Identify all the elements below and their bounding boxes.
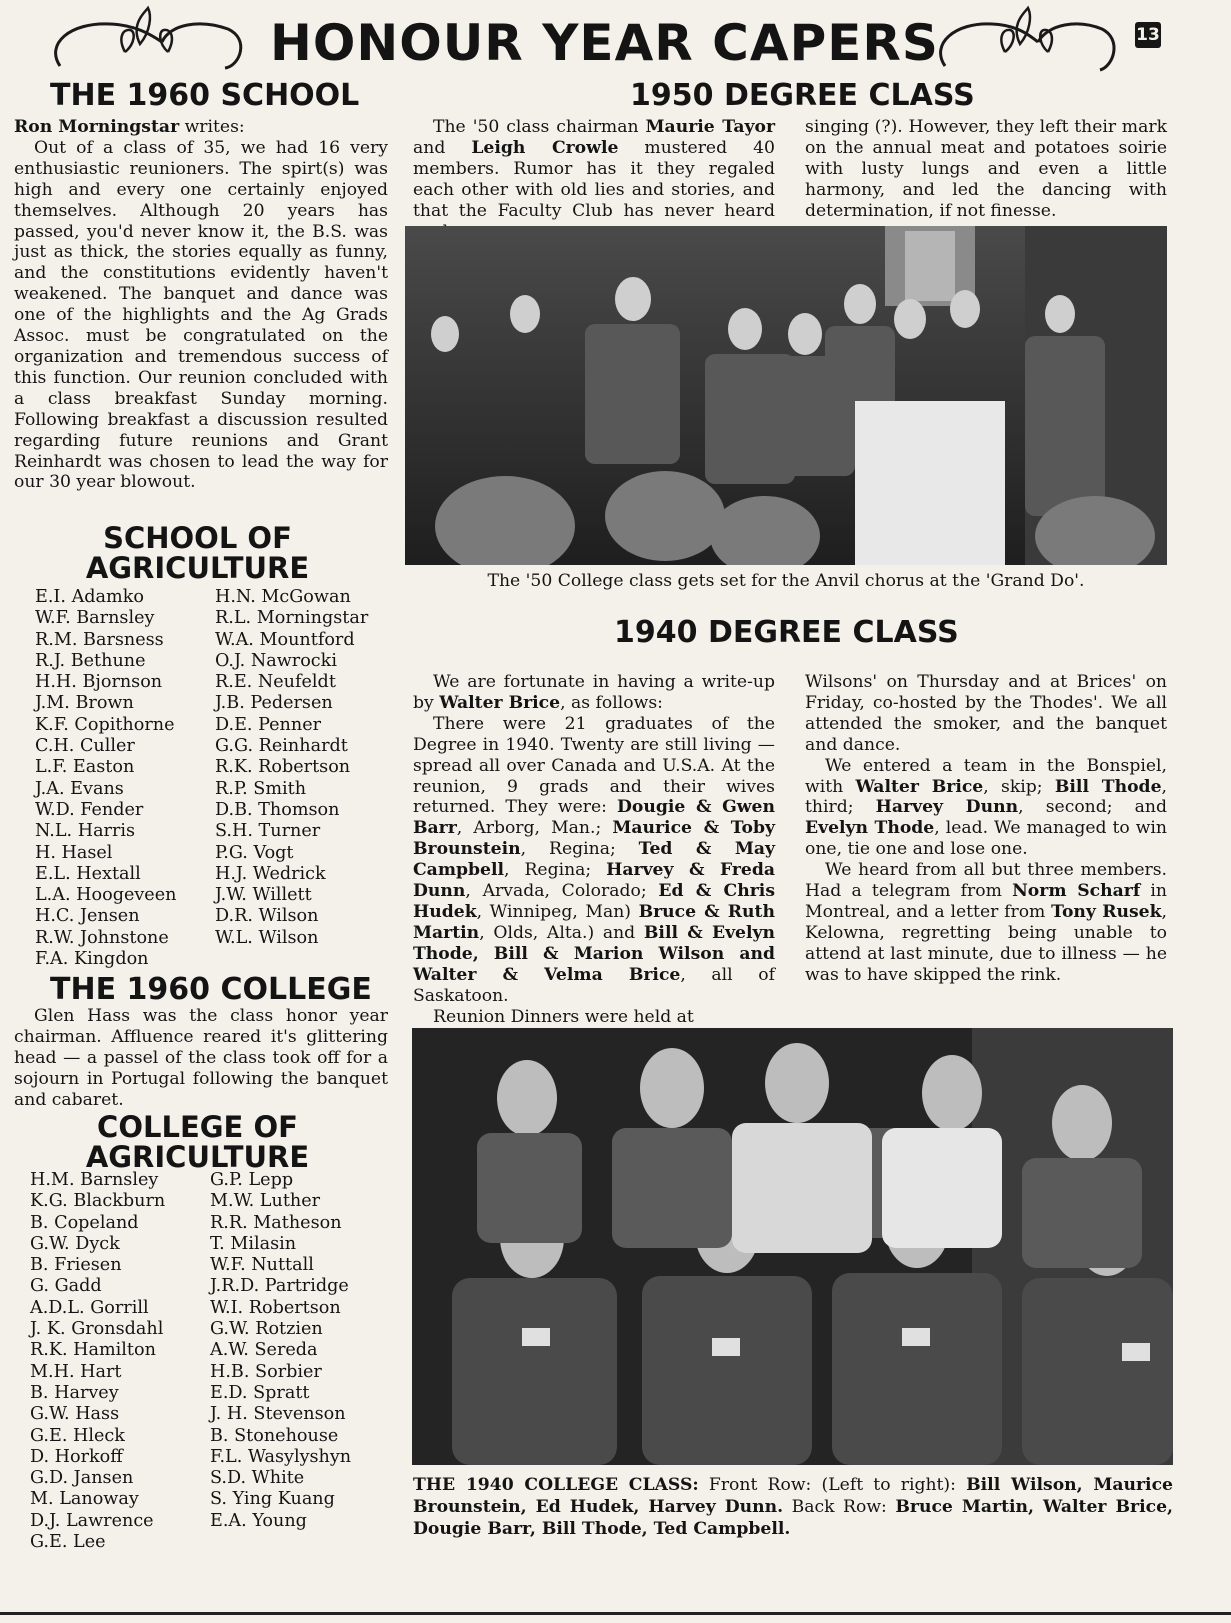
caption-bold: THE 1940 COLLEGE CLASS:: [413, 1475, 699, 1495]
article-body: Wilsons' on Thursday and at Brices' on Friday, co-hosted by the Thodes'. We all attended the smoker, and the banquet and dance.: [805, 672, 1167, 755]
name-list-item: G.W. Hass: [30, 1404, 120, 1425]
photo-caption-1940: [413, 1474, 1173, 1540]
text: The '50 class chairman: [433, 117, 646, 137]
name-list-item: D.J. Lawrence: [30, 1510, 154, 1531]
school-names-col2: [215, 587, 368, 949]
name-list-item: H.C. Jensen: [35, 906, 140, 927]
name-list-item: G.E. Hleck: [30, 1425, 125, 1446]
section-heading-1950-degree: 1950 DEGREE CLASS: [630, 78, 975, 113]
name-bold: Ed & Chris Hudek: [413, 881, 775, 922]
name-list-item: W.L. Wilson: [215, 927, 319, 948]
text: Front Row: (Left to right):: [698, 1475, 967, 1495]
name-list-item: B. Stonehouse: [210, 1425, 339, 1446]
section-heading-1960-school: THE 1960 SCHOOL: [50, 78, 360, 113]
name-list-item: S.D. White: [210, 1468, 305, 1489]
name-list-item: H.M. Barnsley: [30, 1170, 159, 1190]
school-of-agriculture-heading: [70, 523, 325, 583]
page-title: HONOUR YEAR CAPERS: [270, 14, 939, 72]
name-list-item: W.D. Fender: [35, 799, 144, 820]
name-list-item: R.E. Neufeldt: [215, 672, 336, 693]
text: We heard from all but three members. Had a telegram from: [805, 860, 1167, 902]
article-body: Out of a class of 35, we had 16 very enthusiastic reunioners. The spirt(s) was high and every one certainly enjoyed themselves. Although 20 years has passed, you'd never know it, the B.S. was just as thick, the stories equally as funny, and the constitutions evidently haven't weakened. The banquet and dance was one of the highlights and the Ag Grads Assoc. must be congratulated on the organization and tremendous success of this function. Our reunion concluded with a class breakfast Sunday morning. Following breakfast a discussion resulted regarding future reunions and Grant Reinhardt was chosen to lead the way for our 30 year blowout.: [14, 137, 388, 493]
college-names-col1: [30, 1170, 165, 1553]
name-list-item: J.M. Brown: [35, 693, 134, 714]
name-list-item: R.K. Hamilton: [30, 1340, 156, 1361]
bottom-rule: [0, 1612, 1231, 1615]
name-bold: Maurie Tayor: [645, 117, 776, 137]
name-list-item: G.P. Lepp: [210, 1170, 294, 1190]
name-list-item: S. Ying Kuang: [210, 1489, 335, 1510]
name-list-item: E.L. Hextall: [35, 863, 141, 884]
name-list-item: C.H. Culler: [35, 736, 135, 757]
name-list-item: G.E. Lee: [30, 1532, 106, 1553]
name-list-item: J.B. Pedersen: [215, 693, 333, 714]
name-list-item: T. Milasin: [210, 1233, 297, 1254]
school-names-col1: [35, 587, 176, 970]
name-list-item: A.W. Sereda: [210, 1340, 318, 1361]
name-list-item: H.H. Bjornson: [35, 672, 163, 693]
author-name: Ron Morningstar: [14, 117, 180, 137]
name-bold: Leigh Crowle: [471, 137, 619, 158]
text: , Kelowna, regretting being unable to attend at last minute, due to illness — he was to have skipped the rink.: [805, 901, 1167, 985]
article-1940-col1: [413, 672, 775, 1027]
name-list-item: D. Horkoff: [30, 1446, 123, 1467]
name-list-item: W.I. Robertson: [210, 1297, 341, 1318]
name-list-item: G.W. Rotzien: [210, 1319, 323, 1340]
text: in Montreal, and a letter from: [805, 881, 1168, 922]
name-bold: Ted & May Campbell: [413, 839, 776, 881]
name-list-item: W.F. Barnsley: [35, 608, 155, 629]
text: , second; and: [1018, 797, 1168, 818]
name-bold: Norm Scharf: [1012, 881, 1141, 902]
name-bold: Harvey Dunn: [875, 797, 1019, 818]
name-list-item: O.J. Nawrocki: [215, 650, 337, 671]
name-bold: Maurice & Toby Brounstein: [413, 818, 776, 860]
name-list-item: J.W. Willett: [215, 885, 312, 906]
text: , skip;: [983, 776, 1055, 797]
name-list-item: E.I. Adamko: [35, 587, 144, 607]
name-list-item: H.B. Sorbier: [210, 1361, 322, 1382]
name-list-item: P.G. Vogt: [215, 842, 294, 863]
article-1940-col2: [805, 672, 1167, 986]
name-bold: Bill Thode: [1054, 776, 1162, 797]
text: We entered a team in the Bonspiel, with: [805, 755, 1167, 797]
heading-line: AGRICULTURE: [85, 1140, 310, 1174]
photo-1940-class: [412, 1028, 1173, 1465]
heading-line: COLLEGE OF: [97, 1110, 298, 1144]
name-list-item: M. Lanoway: [30, 1489, 139, 1510]
name-list-item: D.B. Thomson: [215, 799, 340, 820]
heading-line: SCHOOL OF: [103, 521, 292, 555]
name-list-item: R.P. Smith: [215, 778, 307, 799]
name-list-item: R.J. Bethune: [35, 650, 146, 671]
name-list-item: B. Copeland: [30, 1212, 139, 1233]
article-1960-school: [14, 117, 388, 493]
group-photo-image: [412, 1028, 1173, 1465]
text: , Olds, Alta.) and: [479, 922, 644, 943]
name-list-item: E.D. Spratt: [210, 1382, 310, 1403]
name-list-item: G.G. Reinhardt: [215, 736, 348, 757]
photo-caption-1950: The '50 College class gets set for the Anvil chorus at the 'Grand Do'.: [487, 571, 1085, 591]
name-bold: Bill & Evelyn Thode, Bill & Marion Wilson and Walter & Velma Brice: [413, 922, 775, 985]
text: mustered 40 members. Rumor has it they regaled each other with old lies and stories, and that the Faculty Club has never heard: [413, 137, 775, 221]
name-list-item: W.A. Mountford: [215, 629, 355, 650]
name-list-item: K.G. Blackburn: [30, 1191, 166, 1212]
text: There were 21 graduates of the Degree in 1940. Twenty are still living — spread all over Canada and U.S.A. At the reunion, 9 grads and their wives returned. They were:: [413, 713, 775, 818]
right-scroll-ornament-icon: [930, 4, 1125, 76]
name-list-item: G. Gadd: [30, 1276, 102, 1297]
name-list-item: L.A. Hoogeveen: [35, 885, 177, 906]
text: , lead. We managed to win one, tie one and lose one.: [805, 818, 1167, 860]
name-list-item: E.A. Young: [210, 1510, 307, 1531]
name-list-item: J.R.D. Partridge: [210, 1276, 349, 1297]
article-body: singing (?). However, they left their mark on the annual meat and potatoes soirie with lusty lungs and even a little harmony, and led the dancing with determination, if not finesse.: [805, 117, 1167, 221]
name-list-item: A.D.L. Gorrill: [30, 1297, 149, 1318]
text: , Winnipeg, Man): [476, 901, 639, 922]
name-bold: Dougie & Gwen Barr: [413, 797, 775, 839]
text: , third;: [805, 776, 1167, 818]
name-list-item: F.A. Kingdon: [35, 949, 149, 970]
name-list-item: R.R. Matheson: [210, 1212, 342, 1233]
name-list-item: H.J. Wedrick: [215, 863, 326, 884]
photo-1950-class: [405, 226, 1167, 565]
name-list-item: M.W. Luther: [210, 1191, 321, 1212]
name-list-item: D.E. Penner: [215, 714, 322, 735]
name-list-item: J. K. Gronsdahl: [30, 1319, 164, 1340]
page-number: 13: [1135, 22, 1161, 48]
name-list-item: D.R. Wilson: [215, 906, 319, 927]
text: , Regina;: [504, 860, 607, 881]
text: , Arvada, Colorado;: [465, 881, 659, 902]
article-1950-col2: [805, 117, 1167, 222]
name-list-item: B. Harvey: [30, 1382, 119, 1403]
article-1960-college: [14, 1006, 388, 1111]
name-list-item: F.L. Wasylyshyn: [210, 1446, 352, 1467]
name-list-item: G.D. Jansen: [30, 1468, 134, 1489]
name-list-item: H.N. McGowan: [215, 587, 351, 607]
text: Back Row:: [783, 1497, 896, 1517]
name-list-item: K.F. Copithorne: [35, 714, 175, 735]
group-photo-image: [405, 226, 1167, 565]
college-of-agriculture-heading: [70, 1112, 325, 1172]
name-list-item: B. Friesen: [30, 1255, 122, 1276]
article-body: Glen Hass was the class honor year chairman. Affluence reared it's glittering head — a passel of the class took off for a sojourn in Portugal following the banquet and cabaret.: [14, 1006, 388, 1110]
name-bold: Evelyn Thode: [805, 818, 935, 839]
text: , all of Saskatoon.: [413, 964, 775, 1006]
heading-line: AGRICULTURE: [85, 551, 310, 585]
text: , Arborg, Man.;: [456, 818, 613, 839]
name-list-item: W.F. Nuttall: [210, 1255, 314, 1276]
name-list-item: J.A. Evans: [35, 778, 124, 799]
section-heading-1960-college: THE 1960 COLLEGE: [50, 972, 372, 1007]
name-list-item: L.F. Easton: [35, 757, 135, 778]
caption-bold: Bill Wilson, Maurice Brounstein, Ed Hudek, Harvey Dunn.: [413, 1475, 1173, 1517]
name-list-item: R.K. Robertson: [215, 757, 351, 778]
college-names-col2: [210, 1170, 351, 1532]
name-list-item: R.W. Johnstone: [35, 927, 169, 948]
left-scroll-ornament-icon: [40, 4, 250, 76]
name-list-item: R.L. Morningstar: [215, 608, 369, 629]
caption-bold: Bruce Martin, Walter Brice, Dougie Barr, Bill Thode, Ted Campbell.: [413, 1497, 1173, 1539]
name-bold: Walter Brice: [855, 776, 984, 797]
name-list-item: J. H. Stevenson: [210, 1404, 346, 1425]
text: We are fortunate in having a write-up by: [413, 672, 775, 713]
text: , Regina;: [520, 839, 639, 860]
name-bold: Bruce & Ruth Martin: [413, 901, 775, 943]
name-list-item: S.H. Turner: [215, 821, 321, 842]
name-list-item: M.H. Hart: [30, 1361, 122, 1382]
name-list-item: G.W. Dyck: [30, 1233, 120, 1254]
name-bold: Harvey & Freda Dunn: [413, 860, 775, 902]
name-bold: Tony Rusek: [1051, 901, 1162, 922]
article-1950-col1: [413, 117, 775, 242]
name-list-item: R.M. Barsness: [35, 629, 164, 650]
name-list-item: N.L. Harris: [35, 821, 136, 842]
name-list-item: H. Hasel: [35, 842, 113, 863]
text: , as follows:: [560, 692, 663, 713]
text: and: [413, 137, 472, 158]
author-suffix: writes:: [179, 117, 245, 137]
name-bold: Walter Brice: [439, 692, 561, 713]
article-body: Reunion Dinners were held at: [433, 1006, 694, 1027]
section-heading-1940-degree: 1940 DEGREE CLASS: [614, 615, 959, 650]
